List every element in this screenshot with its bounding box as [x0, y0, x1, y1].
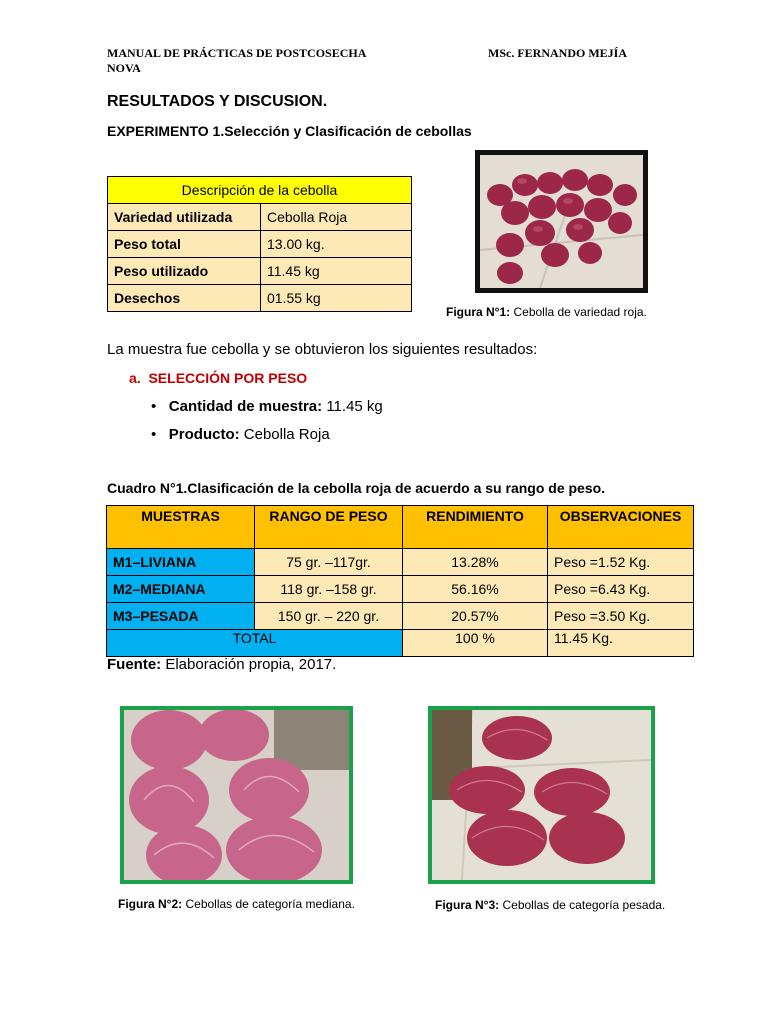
- table-total-row: TOTAL 100 % 11.45 Kg.: [107, 630, 694, 657]
- experiment-title: EXPERIMENTO 1.Selección y Clasificación de cebollas: [107, 123, 472, 139]
- table-row: M1–LIVIANA 75 gr. –117gr. 13.28% Peso =1.52 Kg.: [107, 549, 694, 576]
- red-onions-pile-image: [480, 155, 643, 288]
- header-author: MSc. FERNANDO MEJÍA: [488, 46, 627, 60]
- section-title: RESULTADOS Y DISCUSION.: [107, 93, 328, 110]
- large-onions-image: [432, 710, 651, 880]
- list-item: • Cantidad de muestra: 11.45 kg: [151, 398, 383, 415]
- onion-description-table: [107, 176, 412, 312]
- figure1-photo: [475, 150, 648, 293]
- source-note: Fuente: Elaboración propia, 2017.: [107, 656, 337, 673]
- figure2-photo: [120, 706, 353, 884]
- table-row: M3–PESADA 150 gr. – 220 gr. 20.57% Peso =3.50 Kg.: [107, 603, 694, 630]
- header-institution: NOVA: [107, 61, 141, 75]
- medium-onions-image: [124, 710, 349, 880]
- table1-heading: Descripción de la cebolla: [108, 177, 412, 204]
- figure3-photo: [428, 706, 655, 884]
- header-left: [107, 46, 366, 76]
- figure1-caption: Figura N°1: Cebolla de variedad roja.: [446, 305, 647, 319]
- table-row: Variedad utilizada Cebolla Roja: [108, 204, 412, 231]
- bullet-icon: •: [151, 398, 157, 415]
- list-item-a: a. SELECCIÓN POR PESO: [129, 370, 308, 386]
- weight-classification-table: [106, 505, 694, 657]
- list-item: • Producto: Cebolla Roja: [151, 426, 330, 443]
- table2-title: Cuadro N°1.Clasificación de la cebolla roja de acuerdo a su rango de peso.: [107, 480, 606, 496]
- table-row: Desechos 01.55 kg: [108, 285, 412, 312]
- table-row: M2–MEDIANA 118 gr. –158 gr. 56.16% Peso =6.43 Kg.: [107, 576, 694, 603]
- table-header-row: MUESTRAS RANGO DE PESO RENDIMIENTO OBSERVACIONES: [107, 506, 694, 549]
- figure2-caption: Figura N°2: Cebollas de categoría mediana.: [118, 897, 355, 911]
- bullet-icon: •: [151, 426, 157, 443]
- table-row: Peso total 13.00 kg.: [108, 231, 412, 258]
- header-manual-title: MANUAL DE PRÁCTICAS DE POSTCOSECHA: [107, 46, 367, 60]
- figure3-caption: Figura N°3: Cebollas de categoría pesada.: [435, 898, 666, 912]
- intro-paragraph: La muestra fue cebolla y se obtuvieron los siguientes resultados:: [107, 341, 538, 358]
- table-row: Peso utilizado 11.45 kg: [108, 258, 412, 285]
